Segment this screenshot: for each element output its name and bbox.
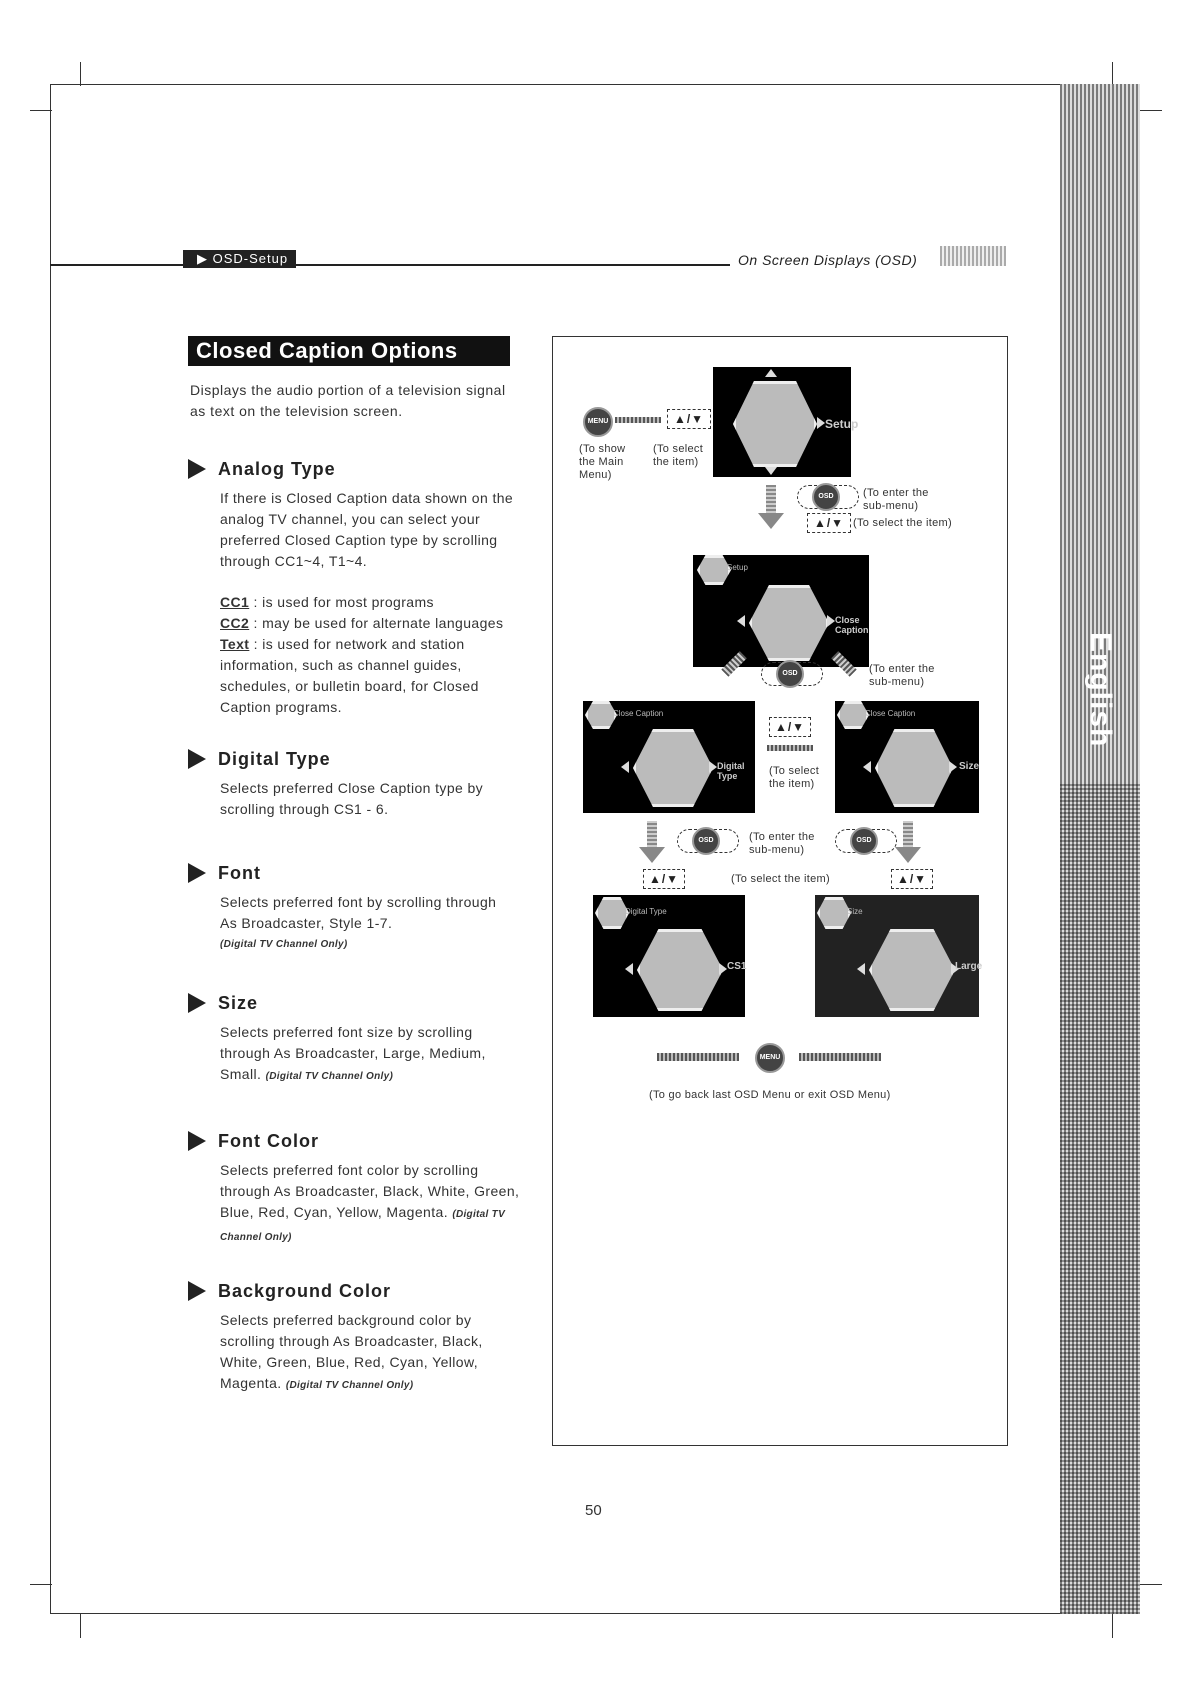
- right-caret-icon: [817, 417, 825, 429]
- section-title: Analog Type: [218, 458, 336, 479]
- section-note: (Digital TV Channel Only): [285, 1380, 414, 1391]
- right-arrow-icon: [615, 417, 661, 423]
- up-caret-icon: [765, 369, 777, 377]
- right-caret-icon: [719, 963, 727, 975]
- definition-list: [220, 592, 520, 718]
- crop-mark: [80, 62, 81, 86]
- caption-select-the-item: (To select the item): [731, 873, 830, 885]
- section-body: Selects preferred background color by scrolling through As Broadcaster, Black, White, Green, Blue, Red, Cyan, Yellow, Magenta.: [220, 1312, 483, 1391]
- definition-key: CC2: [220, 615, 250, 631]
- menu-cube-icon: [733, 381, 817, 467]
- crop-mark: [1112, 62, 1113, 86]
- crop-mark: [30, 110, 52, 111]
- left-caret-icon: [621, 761, 629, 773]
- screen-label: Size: [959, 761, 980, 772]
- left-right-arrow-icon: [767, 745, 813, 751]
- section-title: Size: [218, 992, 259, 1013]
- left-caret-icon: [737, 615, 745, 627]
- bullet-arrow-icon: [188, 863, 206, 883]
- definition-item: [220, 613, 520, 634]
- section-body: Selects preferred Close Caption type by scrolling through CS1 - 6.: [220, 780, 484, 817]
- left-caret-icon: [857, 963, 865, 975]
- down-arrow-icon: [903, 821, 913, 849]
- section-font: [188, 860, 528, 955]
- osd-screen-digital-type: [593, 895, 745, 1017]
- screen-label: Large: [955, 961, 983, 972]
- osd-button-icon: OSD: [776, 660, 804, 688]
- cc-cube-icon: [637, 929, 723, 1011]
- section-background-color: [188, 1278, 528, 1396]
- right-caret-icon: [709, 761, 717, 773]
- section-note: (Digital TV Channel Only): [220, 939, 348, 950]
- section-note: (Digital TV Channel Only): [220, 1209, 506, 1243]
- screen-label: CS1: [727, 961, 747, 972]
- header-rule: [50, 264, 730, 266]
- screen-label: Setup: [825, 417, 859, 431]
- osd-screen-close-caption-left: [583, 701, 755, 813]
- section-body: Selects preferred font by scrolling through As Broadcaster, Style 1-7.: [220, 894, 497, 931]
- updown-key-icon: ▲/▼: [769, 717, 811, 737]
- section-analog-type: [188, 456, 528, 718]
- screen-breadcrumb: Close Caption: [865, 709, 916, 718]
- menu-cube-icon: [595, 897, 629, 929]
- definition-item: [220, 634, 520, 718]
- left-caret-icon: [625, 963, 633, 975]
- updown-key-icon: ▲/▼: [667, 409, 711, 429]
- section-note: (Digital TV Channel Only): [265, 1071, 394, 1082]
- screen-label: Digital Type: [717, 761, 745, 781]
- section-title: Font: [218, 862, 261, 883]
- definition-key: CC1: [220, 594, 250, 610]
- right-caret-icon: [949, 761, 957, 773]
- crop-mark: [30, 1584, 52, 1585]
- updown-key-icon: ▲/▼: [807, 513, 851, 533]
- cc-cube-icon: [875, 729, 953, 807]
- down-arrow-icon: [647, 821, 657, 849]
- screen-breadcrumb: Digital Type: [625, 907, 667, 916]
- left-arrow-icon: [799, 1053, 881, 1061]
- page-title: Closed Caption Options: [188, 336, 510, 366]
- caption-enter-submenu: (To enter the sub-menu): [749, 831, 815, 856]
- down-caret-icon: [765, 467, 777, 475]
- bullet-arrow-icon: [188, 1131, 206, 1151]
- crop-mark: [1140, 110, 1162, 111]
- caption-select-item: (To select the item): [769, 765, 820, 790]
- play-icon: ▶: [197, 251, 208, 266]
- section-body: Selects preferred font size by scrolling through As Broadcaster, Large, Medium, Small.: [220, 1024, 486, 1082]
- osd-screen-size: [815, 895, 983, 1017]
- page-number: 50: [585, 1502, 602, 1519]
- menu-cube-icon: [817, 897, 851, 929]
- caption-enter-submenu: (To enter the sub-menu): [869, 663, 935, 688]
- screen-breadcrumb: Size: [847, 907, 863, 916]
- menu-button-icon: MENU: [583, 407, 613, 437]
- screen-label: Close Caption: [835, 615, 869, 635]
- osd-button-icon: OSD: [812, 483, 840, 511]
- menu-cube-icon: [697, 555, 731, 585]
- section-font-color: [188, 1128, 528, 1248]
- right-caret-icon: [827, 615, 835, 627]
- section-title: Font Color: [218, 1130, 319, 1151]
- definition-text: : may be used for alternate languages: [249, 615, 504, 631]
- section-tag: [183, 250, 296, 268]
- section-body: If there is Closed Caption data shown on the analog TV channel, you can select your preferred Closed Caption type by scrolling through CC1~4, T1~4.: [220, 490, 514, 569]
- osd-button-icon: OSD: [692, 827, 720, 855]
- left-caret-icon: [863, 761, 871, 773]
- side-tab-label: English: [1084, 632, 1117, 748]
- osd-screen-main: [713, 367, 859, 477]
- cc-cube-icon: [633, 729, 713, 807]
- section-title: Digital Type: [218, 748, 331, 769]
- definition-key: Text: [220, 636, 250, 652]
- definition-item: [220, 592, 520, 613]
- caption-select-the-item: (To select the item): [853, 517, 952, 529]
- osd-screen-close-caption-right: [835, 701, 979, 813]
- cc-cube-icon: [749, 585, 829, 661]
- updown-key-icon: ▲/▼: [891, 869, 933, 889]
- crop-mark: [1140, 1584, 1162, 1585]
- bullet-arrow-icon: [188, 1281, 206, 1301]
- bullet-arrow-icon: [188, 749, 206, 769]
- osd-navigation-diagram: [552, 336, 1008, 1446]
- section-size: [188, 990, 528, 1087]
- bullet-arrow-icon: [188, 459, 206, 479]
- screen-breadcrumb: Close Caption: [613, 709, 664, 718]
- cc-cube-icon: [869, 929, 955, 1011]
- right-arrow-icon: [657, 1053, 739, 1061]
- menu-button-icon: MENU: [755, 1043, 785, 1073]
- osd-screen-setup: [693, 555, 869, 667]
- caption-enter-submenu: (To enter the sub-menu): [863, 487, 929, 512]
- running-title: On Screen Displays (OSD): [738, 252, 918, 268]
- section-body: Selects preferred font color by scrolling through As Broadcaster, Black, White, Green, Blue, Red, Cyan, Yellow, Magenta.: [220, 1162, 520, 1220]
- caption-show-main-menu: (To show the Main Menu): [579, 443, 626, 481]
- header-swatch: [940, 246, 1006, 266]
- side-tab-band: [1060, 84, 1140, 1614]
- crop-mark: [80, 1614, 81, 1638]
- caption-go-back: (To go back last OSD Menu or exit OSD Menu): [649, 1089, 891, 1101]
- screen-breadcrumb: Setup: [727, 563, 748, 572]
- definition-text: : is used for network and station information, such as channel guides, schedules, or bulletin board, for Closed Caption programs.: [220, 636, 479, 715]
- bullet-arrow-icon: [188, 993, 206, 1013]
- osd-button-icon: OSD: [850, 827, 878, 855]
- down-arrow-icon: [766, 485, 776, 515]
- crop-mark: [1112, 1614, 1113, 1638]
- caption-select-item: (To select the item): [653, 443, 704, 468]
- intro-text: Displays the audio portion of a television signal as text on the television screen.: [190, 382, 506, 419]
- definition-text: : is used for most programs: [249, 594, 434, 610]
- updown-key-icon: ▲/▼: [643, 869, 685, 889]
- section-digital-type: [188, 746, 528, 820]
- section-title: Background Color: [218, 1280, 392, 1301]
- section-tag-label: OSD-Setup: [212, 251, 289, 266]
